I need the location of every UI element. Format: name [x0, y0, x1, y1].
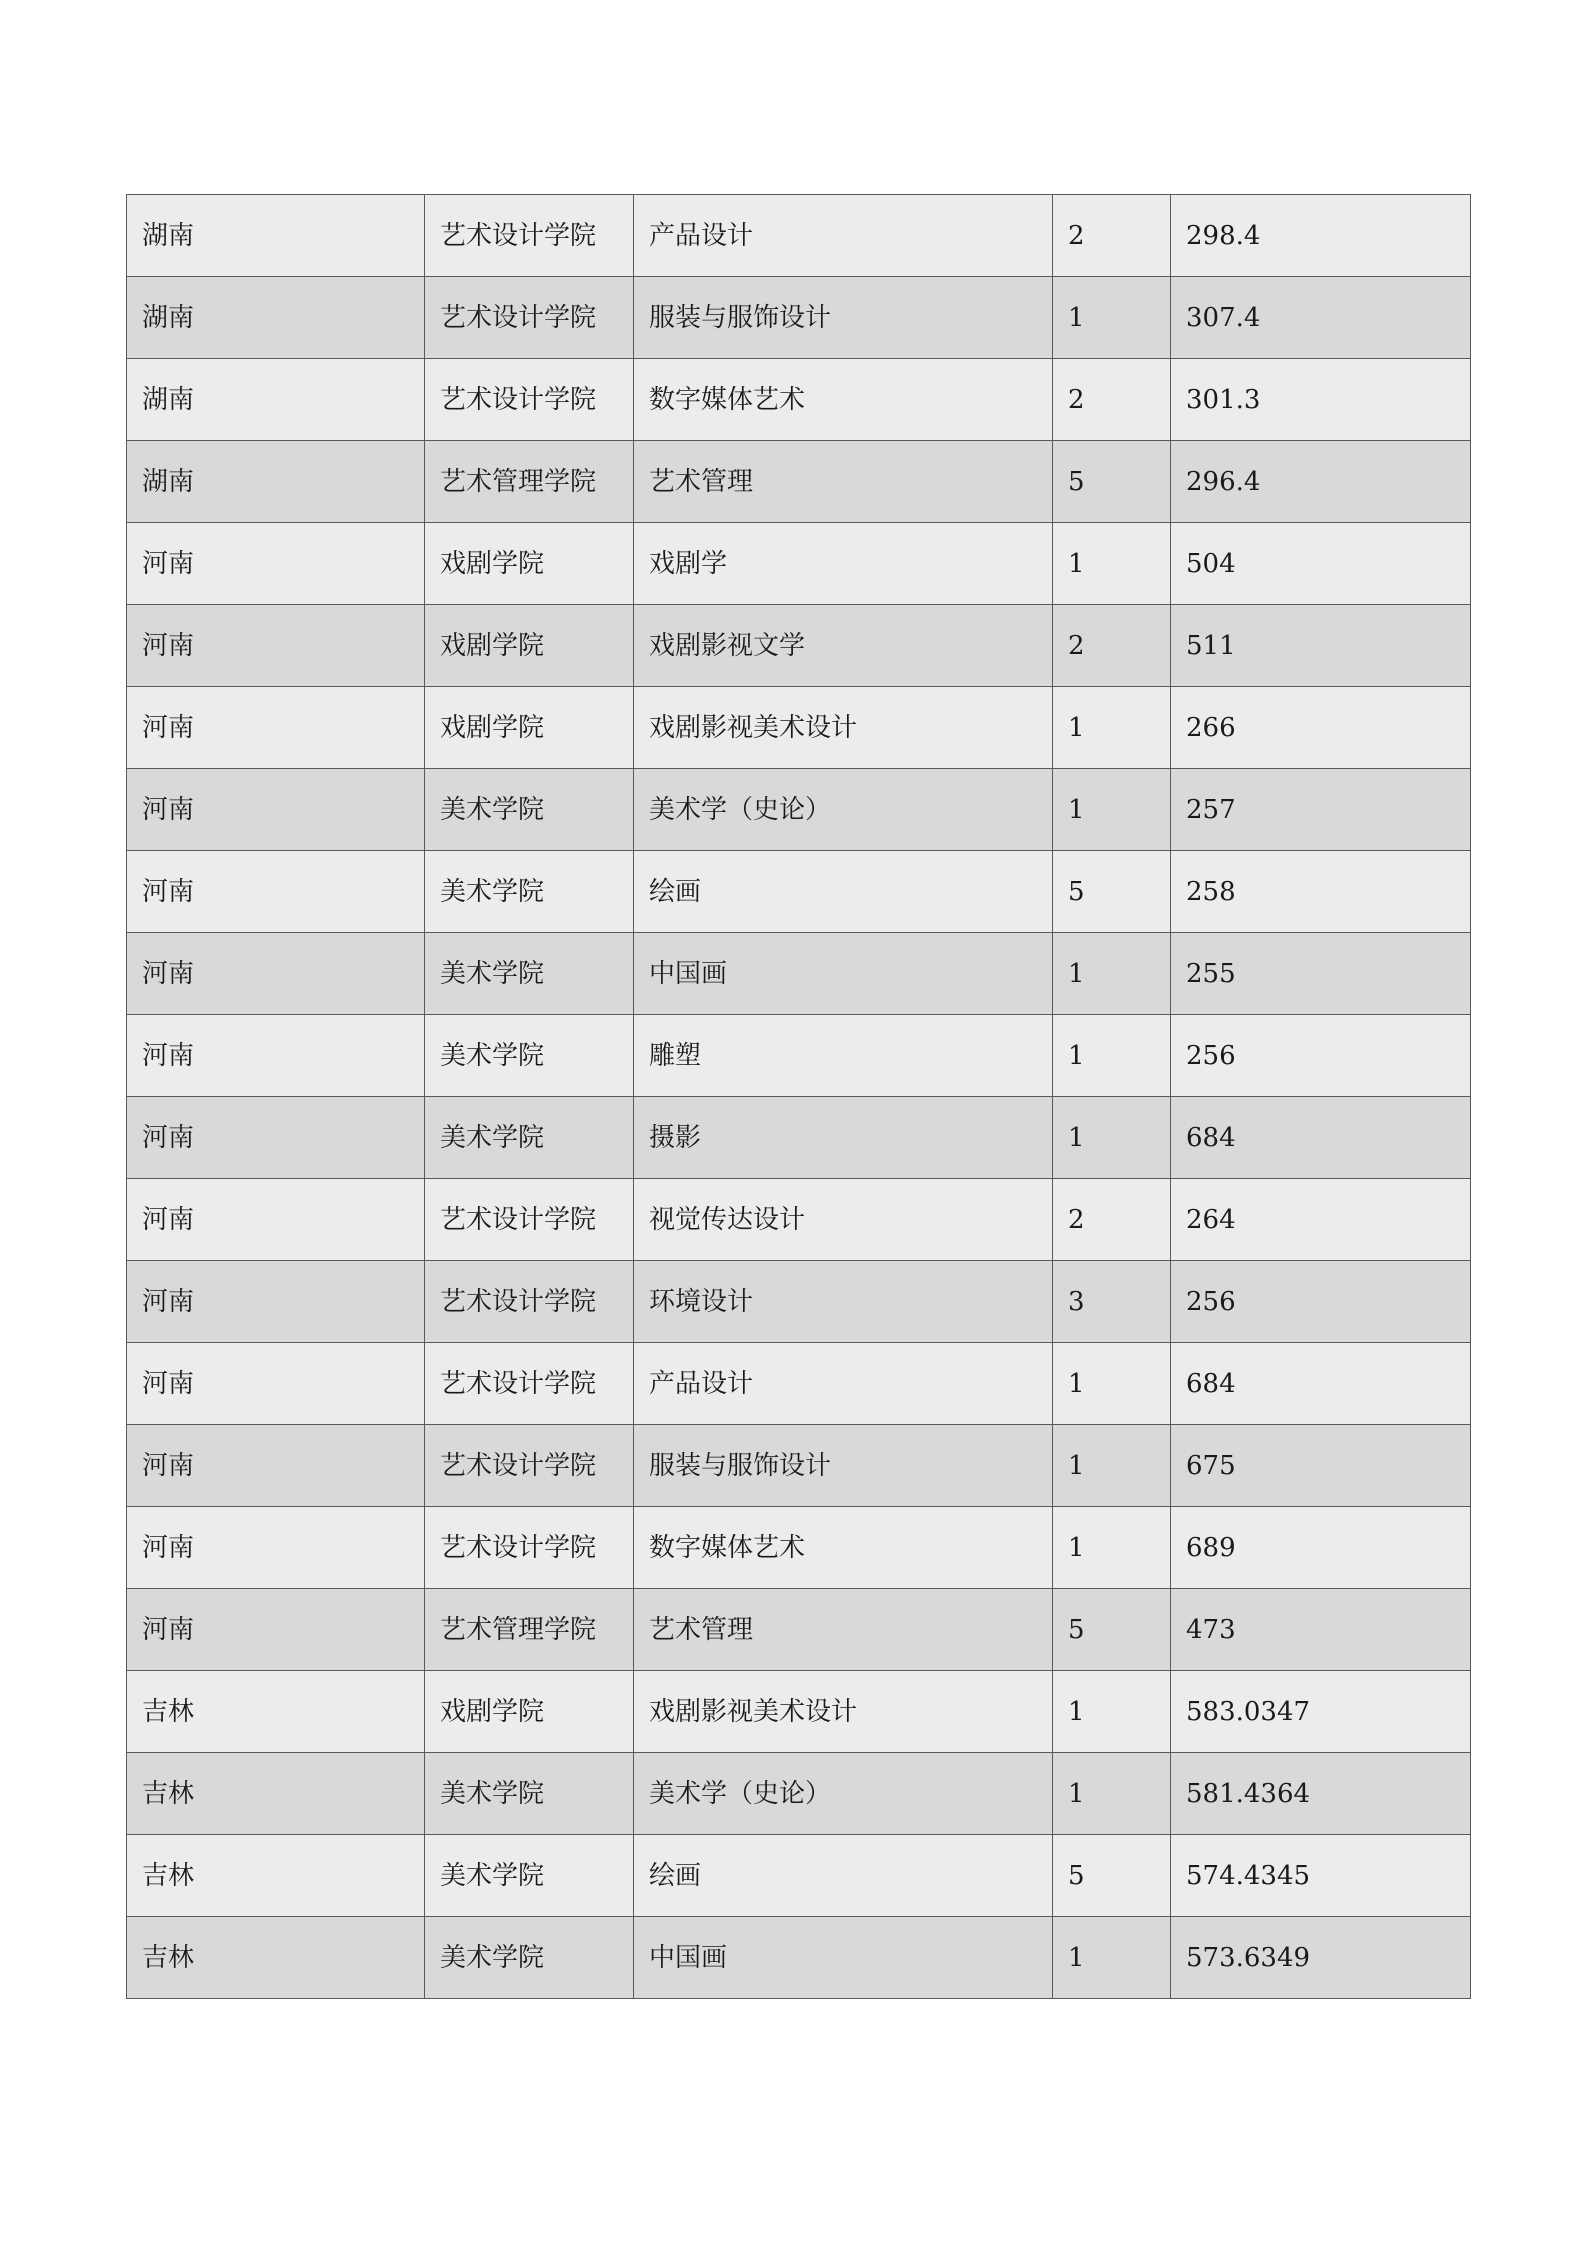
- province-cell: 河南: [127, 605, 425, 687]
- major-cell: 戏剧影视文学: [634, 605, 1053, 687]
- score-cell: 257: [1171, 769, 1471, 851]
- score-cell: 255: [1171, 933, 1471, 1015]
- score-cell: 573.6349: [1171, 1917, 1471, 1999]
- score-cell: 256: [1171, 1261, 1471, 1343]
- major-cell: 艺术管理: [634, 1589, 1053, 1671]
- province-cell: 河南: [127, 1015, 425, 1097]
- province-cell: 河南: [127, 1097, 425, 1179]
- province-cell: 河南: [127, 1507, 425, 1589]
- major-cell: 数字媒体艺术: [634, 359, 1053, 441]
- score-cell: 511: [1171, 605, 1471, 687]
- count-cell: 1: [1053, 1343, 1171, 1425]
- college-cell: 艺术设计学院: [425, 1425, 634, 1507]
- score-cell: 684: [1171, 1343, 1471, 1425]
- table-row: [127, 851, 1471, 933]
- college-cell: 美术学院: [425, 851, 634, 933]
- college-cell: 艺术设计学院: [425, 359, 634, 441]
- province-cell: 河南: [127, 769, 425, 851]
- province-cell: 湖南: [127, 277, 425, 359]
- major-cell: 美术学（史论）: [634, 769, 1053, 851]
- college-cell: 戏剧学院: [425, 523, 634, 605]
- major-cell: 中国画: [634, 933, 1053, 1015]
- table-row: [127, 1753, 1471, 1835]
- province-cell: 河南: [127, 1261, 425, 1343]
- table-row: [127, 1097, 1471, 1179]
- major-cell: 美术学（史论）: [634, 1753, 1053, 1835]
- province-cell: 河南: [127, 851, 425, 933]
- score-cell: 684: [1171, 1097, 1471, 1179]
- score-cell: 298.4: [1171, 195, 1471, 277]
- score-cell: 689: [1171, 1507, 1471, 1589]
- province-cell: 河南: [127, 933, 425, 1015]
- province-cell: 河南: [127, 1425, 425, 1507]
- college-cell: 美术学院: [425, 933, 634, 1015]
- table-row: [127, 359, 1471, 441]
- table-row: [127, 1507, 1471, 1589]
- major-cell: 雕塑: [634, 1015, 1053, 1097]
- province-cell: 河南: [127, 1179, 425, 1261]
- province-cell: 河南: [127, 1343, 425, 1425]
- college-cell: 艺术设计学院: [425, 1179, 634, 1261]
- score-cell: 675: [1171, 1425, 1471, 1507]
- college-cell: 美术学院: [425, 769, 634, 851]
- major-cell: 戏剧影视美术设计: [634, 1671, 1053, 1753]
- table-row: [127, 1425, 1471, 1507]
- college-cell: 美术学院: [425, 1835, 634, 1917]
- province-cell: 湖南: [127, 359, 425, 441]
- province-cell: 湖南: [127, 441, 425, 523]
- table-row: [127, 277, 1471, 359]
- count-cell: 5: [1053, 1835, 1171, 1917]
- major-cell: 中国画: [634, 1917, 1053, 1999]
- count-cell: 2: [1053, 359, 1171, 441]
- score-cell: 583.0347: [1171, 1671, 1471, 1753]
- count-cell: 1: [1053, 1425, 1171, 1507]
- province-cell: 河南: [127, 523, 425, 605]
- count-cell: 1: [1053, 1097, 1171, 1179]
- major-cell: 摄影: [634, 1097, 1053, 1179]
- province-cell: 吉林: [127, 1917, 425, 1999]
- province-cell: 吉林: [127, 1835, 425, 1917]
- score-cell: 307.4: [1171, 277, 1471, 359]
- table-row: [127, 1343, 1471, 1425]
- college-cell: 艺术设计学院: [425, 1261, 634, 1343]
- major-cell: 产品设计: [634, 195, 1053, 277]
- table-row: [127, 687, 1471, 769]
- province-cell: 河南: [127, 687, 425, 769]
- college-cell: 美术学院: [425, 1015, 634, 1097]
- table-row: [127, 605, 1471, 687]
- count-cell: 1: [1053, 1671, 1171, 1753]
- major-cell: 视觉传达设计: [634, 1179, 1053, 1261]
- table-row: [127, 1835, 1471, 1917]
- major-cell: 绘画: [634, 851, 1053, 933]
- major-cell: 服装与服饰设计: [634, 1425, 1053, 1507]
- major-cell: 艺术管理: [634, 441, 1053, 523]
- table-row: [127, 1179, 1471, 1261]
- college-cell: 戏剧学院: [425, 1671, 634, 1753]
- score-cell: 256: [1171, 1015, 1471, 1097]
- count-cell: 1: [1053, 1917, 1171, 1999]
- count-cell: 1: [1053, 933, 1171, 1015]
- major-cell: 产品设计: [634, 1343, 1053, 1425]
- count-cell: 5: [1053, 851, 1171, 933]
- score-cell: 296.4: [1171, 441, 1471, 523]
- college-cell: 美术学院: [425, 1097, 634, 1179]
- table-row: [127, 1671, 1471, 1753]
- major-cell: 戏剧学: [634, 523, 1053, 605]
- province-cell: 吉林: [127, 1671, 425, 1753]
- major-cell: 环境设计: [634, 1261, 1053, 1343]
- count-cell: 1: [1053, 687, 1171, 769]
- score-cell: 581.4364: [1171, 1753, 1471, 1835]
- score-cell: 473: [1171, 1589, 1471, 1671]
- count-cell: 5: [1053, 441, 1171, 523]
- college-cell: 艺术管理学院: [425, 1589, 634, 1671]
- table-row: [127, 1589, 1471, 1671]
- count-cell: 1: [1053, 1507, 1171, 1589]
- major-cell: 数字媒体艺术: [634, 1507, 1053, 1589]
- count-cell: 1: [1053, 277, 1171, 359]
- college-cell: 艺术设计学院: [425, 277, 634, 359]
- table-row: [127, 195, 1471, 277]
- count-cell: 2: [1053, 195, 1171, 277]
- major-cell: 戏剧影视美术设计: [634, 687, 1053, 769]
- table-row: [127, 769, 1471, 851]
- count-cell: 1: [1053, 769, 1171, 851]
- province-cell: 河南: [127, 1589, 425, 1671]
- count-cell: 1: [1053, 1015, 1171, 1097]
- major-cell: 服装与服饰设计: [634, 277, 1053, 359]
- college-cell: 艺术设计学院: [425, 195, 634, 277]
- college-cell: 美术学院: [425, 1917, 634, 1999]
- count-cell: 5: [1053, 1589, 1171, 1671]
- count-cell: 1: [1053, 523, 1171, 605]
- college-cell: 艺术设计学院: [425, 1507, 634, 1589]
- score-cell: 266: [1171, 687, 1471, 769]
- table-row: [127, 1917, 1471, 1999]
- score-cell: 264: [1171, 1179, 1471, 1261]
- count-cell: 2: [1053, 1179, 1171, 1261]
- table-row: [127, 933, 1471, 1015]
- table-row: [127, 441, 1471, 523]
- college-cell: 戏剧学院: [425, 687, 634, 769]
- table-row: [127, 523, 1471, 605]
- major-cell: 绘画: [634, 1835, 1053, 1917]
- college-cell: 美术学院: [425, 1753, 634, 1835]
- score-cell: 258: [1171, 851, 1471, 933]
- table-row: [127, 1261, 1471, 1343]
- province-cell: 吉林: [127, 1753, 425, 1835]
- count-cell: 2: [1053, 605, 1171, 687]
- college-cell: 艺术设计学院: [425, 1343, 634, 1425]
- admission-score-table: [126, 194, 1471, 1999]
- score-cell: 301.3: [1171, 359, 1471, 441]
- table-body: [127, 195, 1471, 1999]
- college-cell: 戏剧学院: [425, 605, 634, 687]
- province-cell: 湖南: [127, 195, 425, 277]
- table-row: [127, 1015, 1471, 1097]
- score-cell: 504: [1171, 523, 1471, 605]
- count-cell: 1: [1053, 1753, 1171, 1835]
- college-cell: 艺术管理学院: [425, 441, 634, 523]
- count-cell: 3: [1053, 1261, 1171, 1343]
- score-cell: 574.4345: [1171, 1835, 1471, 1917]
